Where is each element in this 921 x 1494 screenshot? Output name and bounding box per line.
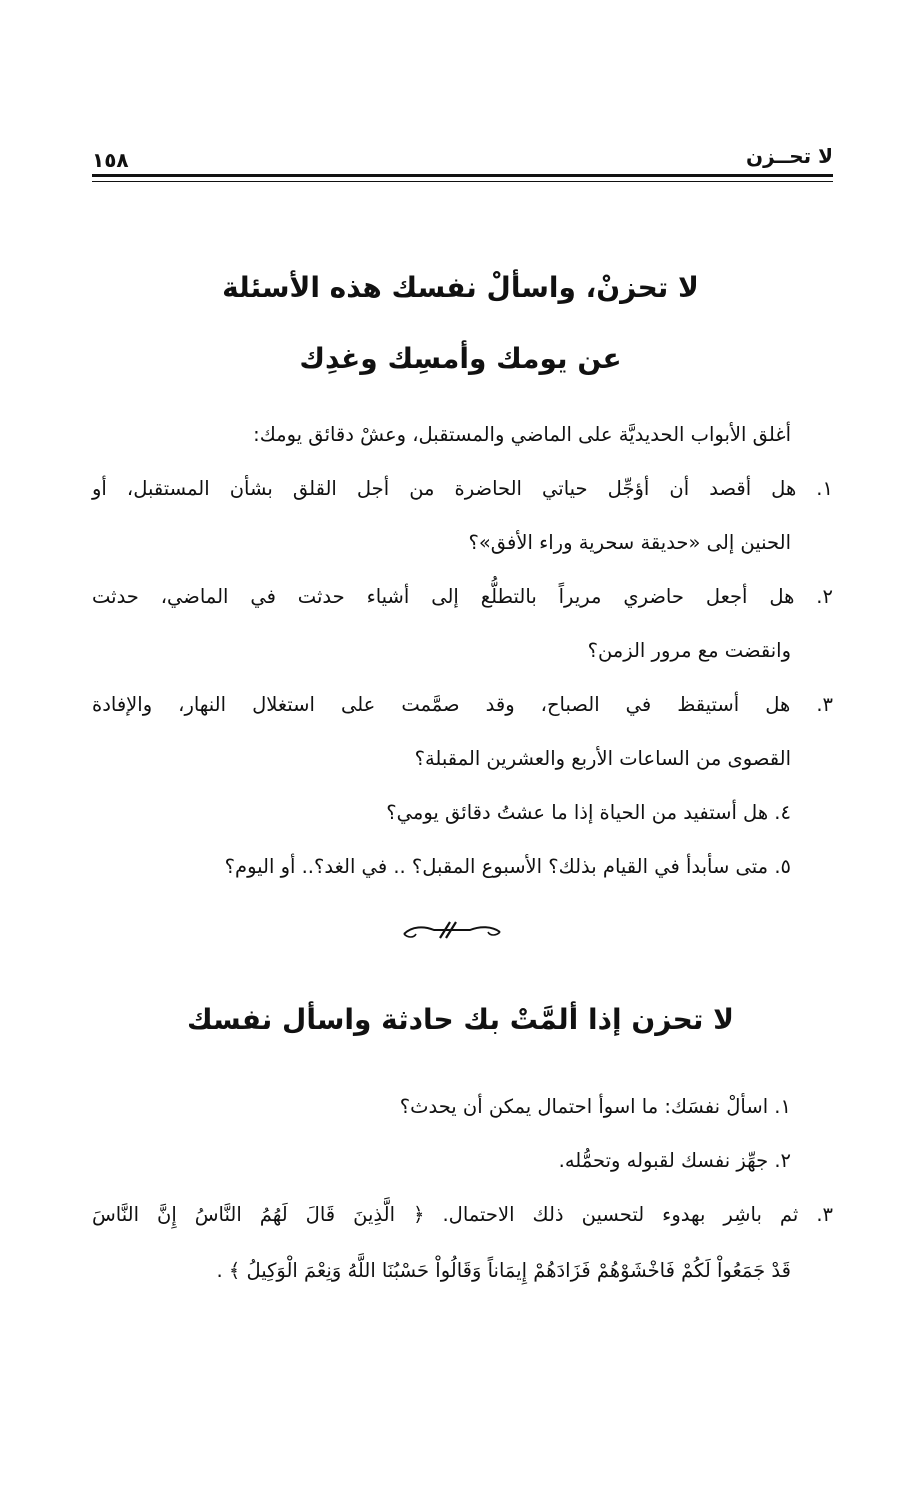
section2-item3-line2: قَدْ جَمَعُواْ لَكُمْ فَاخْشَوْهُمْ فَزَادَهُمْ إِيمَاناً وَقَالُواْ حَسْبُنَا اللَّهُ وَنِعْمَ الْوَكِيلُ ﴾ .: [216, 1259, 791, 1282]
section1-intro: أغلق الأبواب الحديديَّة على الماضي والمستقبل، وعشْ دقائق يومك:: [253, 423, 791, 446]
flourish-divider-icon: [400, 918, 504, 942]
section2-item3-line1: ٣. ثم باشِر بهدوء لتحسين ذلك الاحتمال. ﴿ الَّذِينَ قَالَ لَهُمُ النَّاسُ إِنَّ النَّاسَ: [92, 1203, 833, 1226]
header-rule-thick: [92, 174, 833, 177]
section2-item1-line1: ١. اسألْ نفسَك: ما اسوأ احتمال يمكن أن يحدث؟: [399, 1095, 791, 1118]
running-header-title: لا تحــزن: [746, 144, 833, 168]
section1-item4-line1: ٤. هل أستفيد من الحياة إذا ما عشتُ دقائق يومي؟: [386, 801, 791, 824]
section2-title: لا تحزن إذا ألمَّتْ بك حادثة واسأل نفسك: [187, 1003, 734, 1036]
section1-item2-line1: ٢. هل أجعل حاضري مريراً بالتطلُّع إلى أشياء حدثت في الماضي، حدثت: [92, 585, 833, 608]
section1-item3-line1: ٣. هل أستيقظ في الصباح، وقد صمَّمت على استغلال النهار، والإفادة: [92, 693, 833, 716]
section1-title-line1: لا تحزنْ، واسألْ نفسك هذه الأسئلة: [222, 271, 699, 304]
section1-title-line2: عن يومك وأمسِك وغدِك: [299, 342, 622, 375]
section1-item2-line2: وانقضت مع مرور الزمن؟: [587, 639, 791, 662]
page-number: ١٥٨: [92, 148, 129, 172]
section2-item2-line1: ٢. جهِّز نفسك لقبوله وتحمُّله.: [558, 1149, 791, 1172]
section1-item3-line2: القصوى من الساعات الأربع والعشرين المقبلة؟: [414, 747, 791, 770]
section1-item5-line1: ٥. متى سأبدأ في القيام بذلك؟ الأسبوع المقبل؟ .. في الغد؟.. أو اليوم؟: [224, 855, 791, 878]
section1-item1-line2: الحنين إلى «حديقة سحرية وراء الأفق»؟: [468, 531, 791, 554]
section1-item1-line1: ١. هل أقصد أن أؤجِّل حياتي الحاضرة من أجل القلق بشأن المستقبل، أو: [92, 477, 833, 500]
header-rule-thin: [92, 181, 833, 182]
